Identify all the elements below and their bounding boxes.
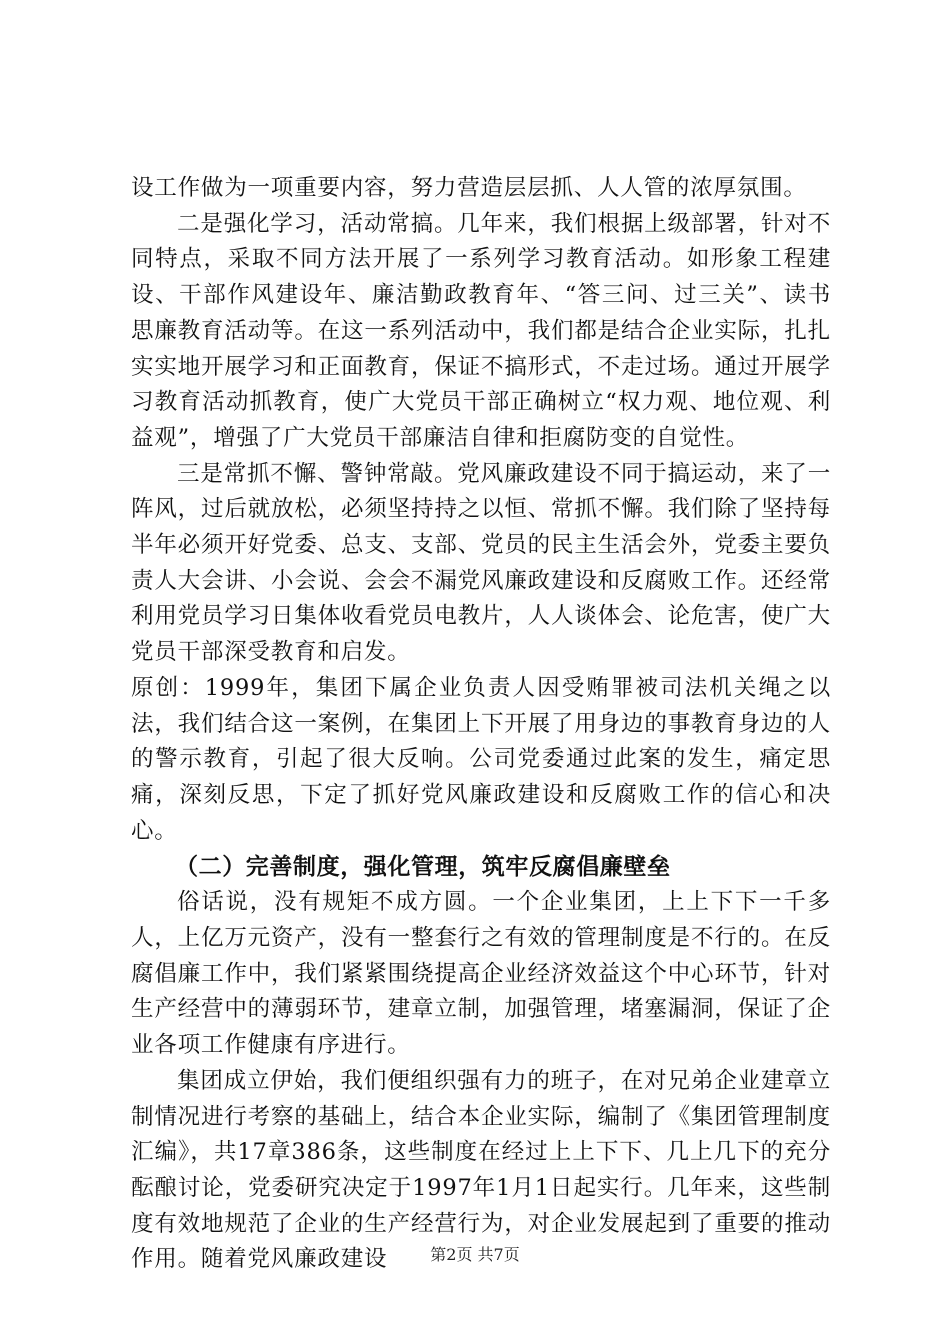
- paragraph-2: 二是强化学习，活动常搞。几年来，我们根据上级部署，针对不同特点，采取不同方法开展了一系列学习教育活动。如形象工程建设、干部作风建设年、廉洁勤政教育年、“答三问、过三关”、读书思廉教育活动等。在这一系列活动中，我们都是结合企业实际，扎扎实实地开展学习和正面教育，保证不搞形式，不走过场。通过开展学习教育活动抓教育，使广大党员干部正确树立“权力观、地位观、利益观”，增强了广大党员干部廉洁自律和拒腐防变的自觉性。: [131, 210, 831, 451]
- paragraph-6: 集团成立伊始，我们便组织强有力的班子，在对兄弟企业建章立制情况进行考察的基础上，结合本企业实际，编制了《集团管理制度汇编》，共17章386条，这些制度在经过上上下下、几上几下的充分酝酿讨论，党委研究决定于1997年1月1日起实行。几年来，这些制度有效地规范了企业的生产经营行为，对企业发展起到了重要的推动作用。随着党风廉政建设: [131, 1067, 831, 1273]
- page-footer: 第2页 共7页: [430, 1245, 520, 1264]
- document-body: [131, 171, 831, 1278]
- paragraph-3: 三是常抓不懈、警钟常敲。党风廉政建设不同于搞运动，来了一阵风，过后就放松，必须坚持持之以恒、常抓不懈。我们除了坚持每半年必须开好党委、总支、支部、党员的民主生活会外，党委主要负责人大会讲、小会说、会会不漏党风廉政建设和反腐败工作。还经常利用党员学习日集体收看党员电教片，人人谈体会、论危害，使广大党员干部深受教育和启发。: [131, 460, 831, 666]
- paragraph-1: 设工作做为一项重要内容，努力营造层层抓、人人管的浓厚氛围。: [131, 175, 807, 201]
- section-heading: （二）完善制度，强化管理，筑牢反腐倡廉壁垒: [175, 854, 671, 881]
- paragraph-4: 原创：1999年，集团下属企业负责人因受贿罪被司法机关绳之以法，我们结合这一案例，在集团上下开展了用身边的事教育身边的人的警示教育，引起了很大反响。公司党委通过此案的发生，痛定思痛，深刻反思，下定了抓好党风廉政建设和反腐败工作的信心和决心。: [131, 674, 831, 844]
- paragraph-5: 俗话说，没有规矩不成方圆。一个企业集团，上上下下一千多人，上亿万元资产，没有一整套行之有效的管理制度是不行的。在反腐倡廉工作中，我们紧紧围绕提高企业经济效益这个中心环节，针对生产经营中的薄弱环节，建章立制，加强管理，堵塞漏洞，保证了企业各项工作健康有序进行。: [131, 889, 831, 1059]
